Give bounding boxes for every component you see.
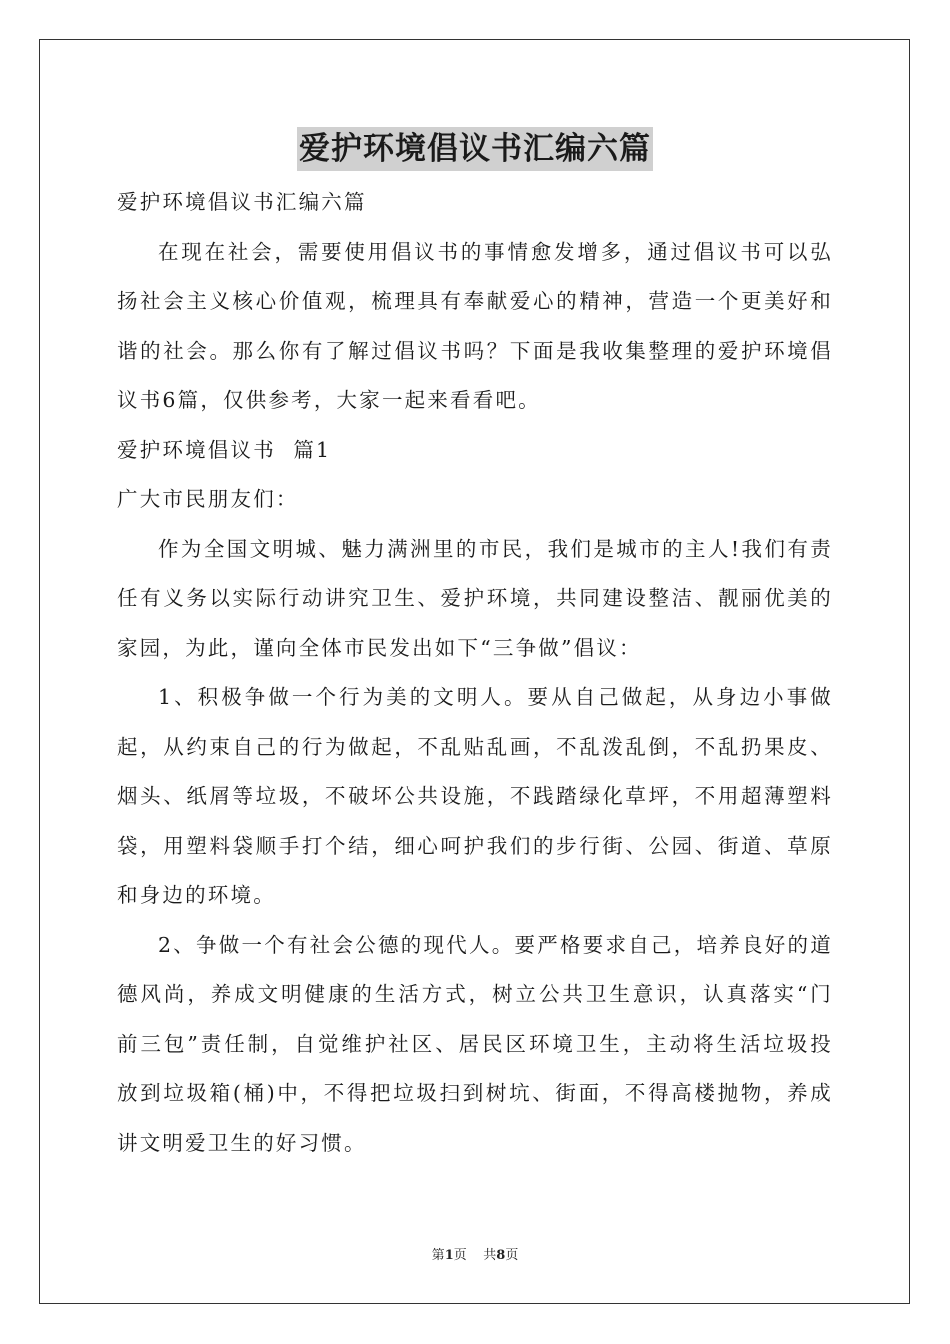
paragraph: 作为全国文明城、魅力满洲里的市民，我们是城市的主人!我们有责任有义务以实际行动讲究卫生、爱护环境，共同建设整洁、靓丽优美的家园，为此，谨向全体市民发出如下“三争做”倡议： bbox=[117, 536, 833, 660]
paragraph: 在现在社会，需要使用倡议书的事情愈发增多，通过倡议书可以弘扬社会主义核心价值观，梳理具有奉献爱心的精神，营造一个更美好和谐的社会。那么你有了解过倡议书吗？下面是我收集整理的爱护环境倡议书6篇，仅供参考，大家一起来看看吧。 bbox=[117, 239, 833, 412]
title-container bbox=[0, 127, 950, 171]
paragraph: 2、争做一个有社会公德的现代人。要严格要求自己，培养良好的道德风尚，养成文明健康的生活方式，树立公共卫生意识，认真落实“门前三包”责任制，自觉维护社区、居民区环境卫生，主动将生活垃圾投放到垃圾箱(桶)中，不得把垃圾扫到树坑、街面，不得高楼抛物，养成讲文明爱卫生的好习惯。 bbox=[117, 932, 833, 1155]
document-title: 爱护环境倡议书汇编六篇 bbox=[297, 127, 653, 171]
current-page-number: 1 bbox=[444, 1248, 454, 1263]
total-page-number: 8 bbox=[496, 1248, 506, 1263]
paragraph: 1、积极争做一个行为美的文明人。要从自己做起，从身边小事做起，从约束自己的行为做起，不乱贴乱画，不乱泼乱倒，不乱扔果皮、烟头、纸屑等垃圾，不破坏公共设施，不践踏绿化草坪，不用超薄塑料袋，用塑料袋顺手打个结，细心呵护我们的步行街、公园、街道、草原和身边的环境。 bbox=[117, 685, 833, 907]
document-body bbox=[117, 178, 833, 1168]
page-footer bbox=[0, 1244, 950, 1263]
footer-middle: 页 共 bbox=[453, 1248, 497, 1263]
footer-prefix: 第 bbox=[431, 1248, 445, 1263]
paragraph: 爱护环境倡议书汇编六篇 bbox=[117, 190, 367, 214]
salutation: 广大市民朋友们： bbox=[117, 487, 299, 511]
footer-suffix: 页 bbox=[505, 1248, 519, 1263]
section-heading: 爱护环境倡议书 篇1 bbox=[117, 437, 332, 462]
